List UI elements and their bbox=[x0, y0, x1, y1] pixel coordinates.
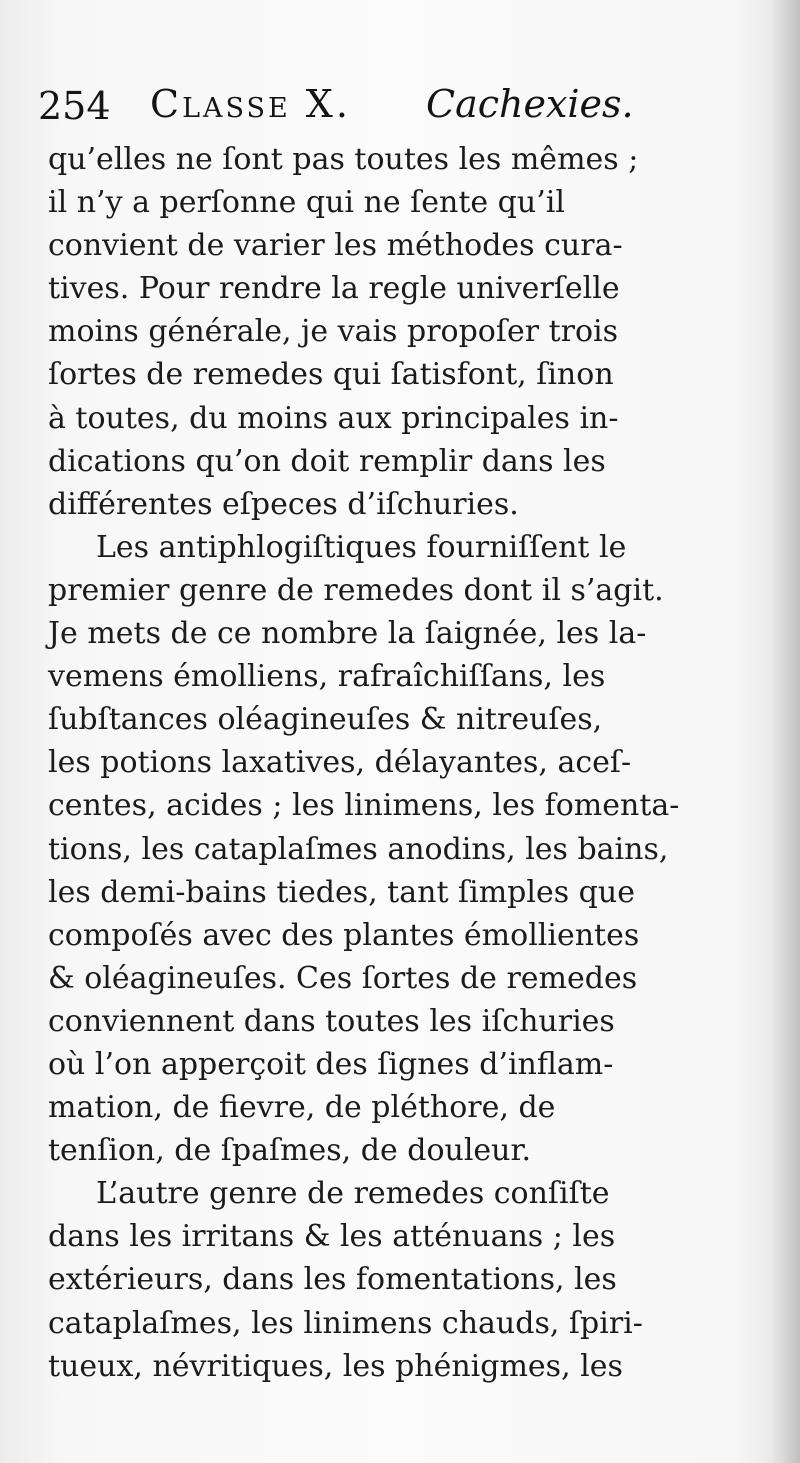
text-line: tenſion, de ſpaſmes, de douleur. bbox=[48, 1133, 532, 1169]
text-line: ſortes de remedes qui ſatisfont, ſinon bbox=[48, 357, 614, 393]
text-line: ſubſtances oléagineuſes & nitreuſes, bbox=[48, 702, 603, 738]
paragraph-first-line: Les antiphlogiſtiques fourniſſent le bbox=[96, 529, 627, 565]
text-line: tives. Pour rendre la regle univerſelle bbox=[48, 271, 620, 307]
text-line: conviennent dans toutes les iſchuries bbox=[48, 1003, 615, 1039]
section-title: Cachexies. bbox=[426, 82, 634, 126]
text-line: premier genre de remedes dont il s’agit. bbox=[48, 572, 664, 608]
page-number: 254 bbox=[38, 84, 111, 128]
text-line: qu’elles ne ſont pas toutes les mêmes ; bbox=[48, 142, 639, 177]
text-line: les potions laxatives, délayantes, aceſ- bbox=[48, 745, 632, 781]
page-header bbox=[38, 80, 738, 140]
text-line: à toutes, du moins aux principales in- bbox=[48, 400, 619, 436]
text-line: tueux, névritiques, les phénigmes, les bbox=[48, 1348, 623, 1384]
page-gutter-shadow bbox=[770, 0, 800, 1463]
text-line: vemens émolliens, rafraîchiſſans, les bbox=[48, 659, 606, 695]
text-line: il n’y a perſonne qui ne ſente qu’il bbox=[48, 185, 565, 221]
body-text bbox=[48, 138, 708, 1388]
text-line: mation, de fievre, de pléthore, de bbox=[48, 1090, 556, 1126]
text-line: compoſés avec des plantes émollientes bbox=[48, 917, 640, 953]
text-line: Je mets de ce nombre la ſaignée, les la- bbox=[48, 616, 647, 652]
text-line: moins générale, je vais propoſer trois bbox=[48, 314, 619, 350]
text-line: différentes eſpeces d’iſchuries. bbox=[48, 486, 519, 522]
text-line: centes, acides ; les linimens, les fomenta- bbox=[48, 788, 680, 824]
text-line: dications qu’on doit remplir dans les bbox=[48, 443, 606, 479]
text-line: les demi-bains tiedes, tant ſimples que bbox=[48, 874, 635, 910]
text-line: & oléagineuſes. Ces ſortes de remedes bbox=[48, 960, 638, 996]
text-line: convient de varier les méthodes cura- bbox=[48, 228, 623, 264]
class-label: Classe X. bbox=[150, 82, 351, 126]
text-line: tions, les cataplaſmes anodins, les bains, bbox=[48, 831, 669, 867]
text-line: cataplaſmes, les linimens chauds, ſpiri- bbox=[48, 1305, 643, 1341]
paragraph-first-line: L’autre genre de remedes conſiſte bbox=[96, 1176, 610, 1212]
text-line: dans les irritans & les atténuans ; les bbox=[48, 1219, 616, 1255]
text-line: extérieurs, dans les fomentations, les bbox=[48, 1262, 617, 1298]
text-line: où l’on apperçoit des ſignes d’inflam- bbox=[48, 1046, 614, 1082]
